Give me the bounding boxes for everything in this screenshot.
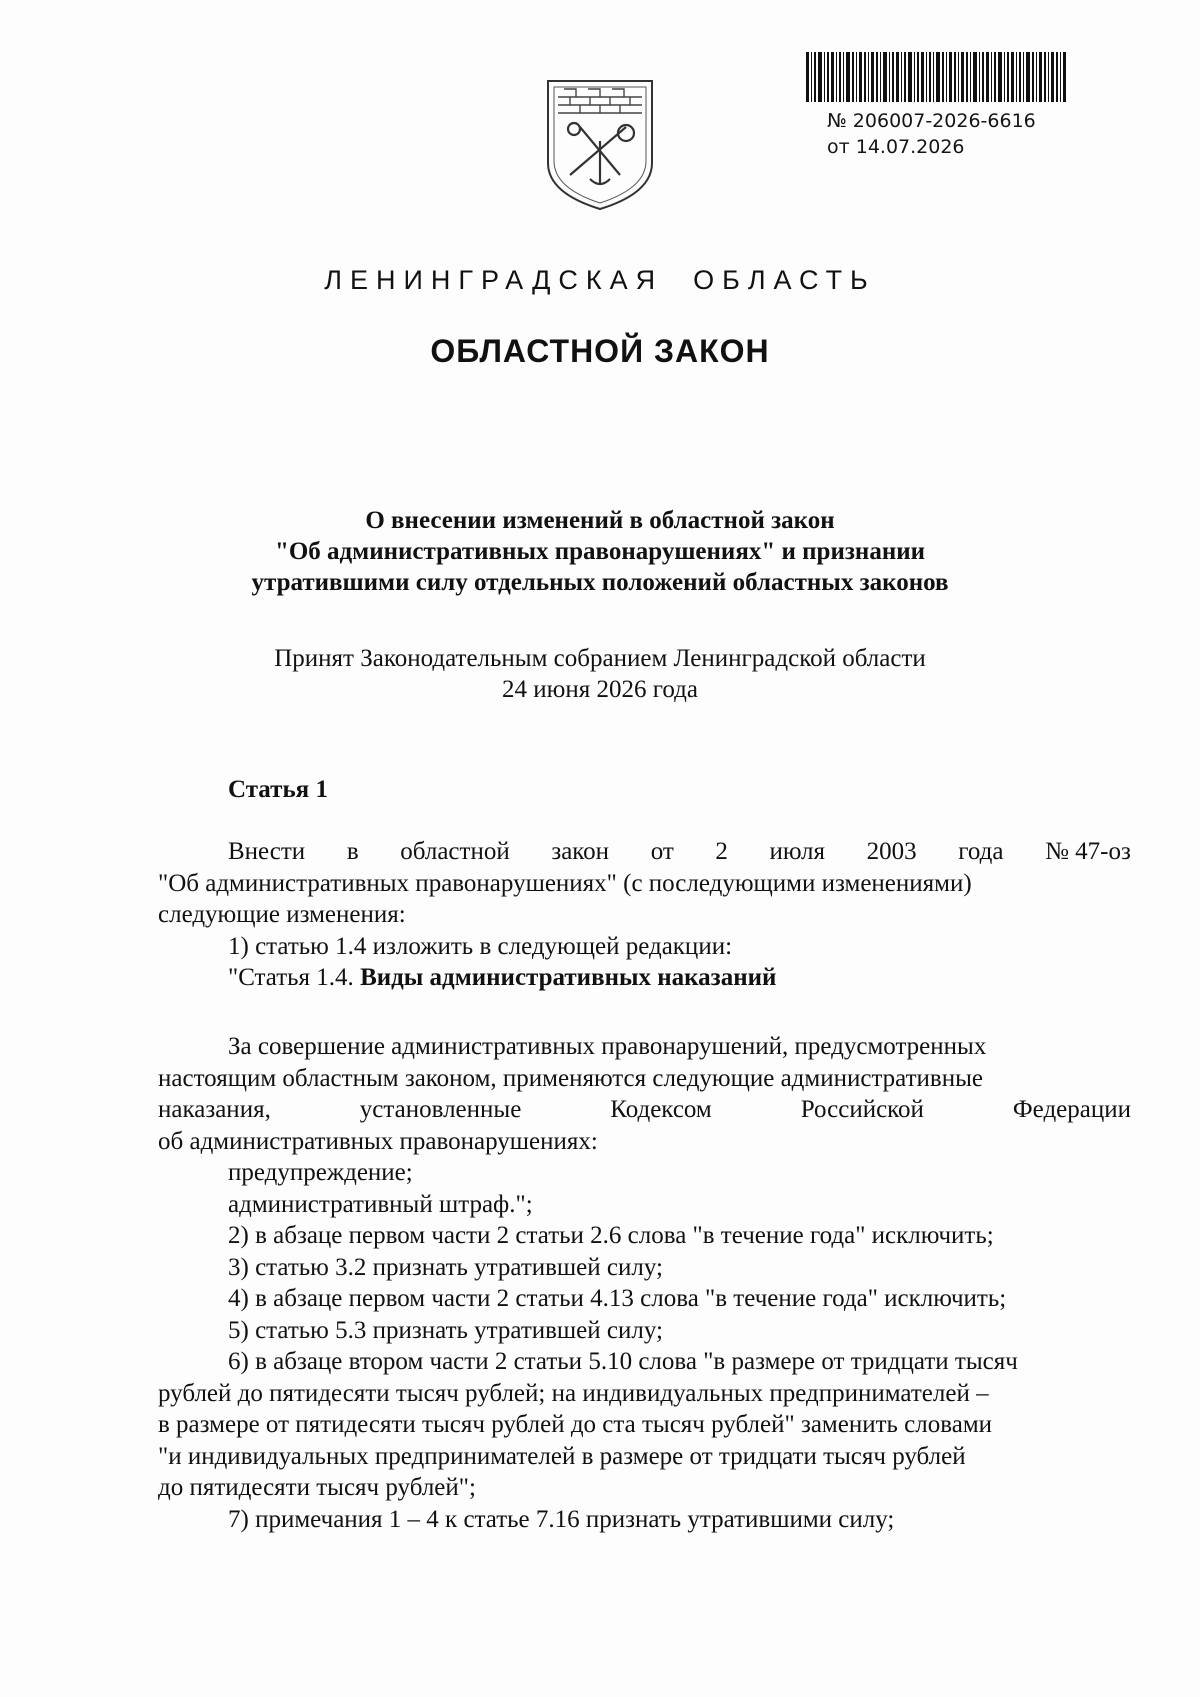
paragraph-line: об административных правонарушениях: xyxy=(158,1127,598,1155)
word: Федерации xyxy=(1012,1096,1131,1123)
amendment-item-3: 3) статью 3.2 признать утратившей силу; xyxy=(228,1253,663,1281)
quoted-article-title xyxy=(158,962,1131,994)
word: 2 xyxy=(715,838,728,865)
amendment-item-6: 6) в абзаце втором части 2 статьи 5.10 слова "в размере от тридцати тысяч xyxy=(228,1348,1018,1375)
article-body xyxy=(158,1031,1131,1535)
adoption-note xyxy=(0,643,1200,705)
amendment-item-6-cont: рублей до пятидесяти тысяч рублей; на индивидуальных предпринимателей – xyxy=(158,1379,989,1407)
word: Кодексом xyxy=(610,1096,712,1123)
word: областной xyxy=(400,838,510,865)
adoption-date: 24 июня 2026 года xyxy=(502,676,698,703)
word: Российской xyxy=(800,1096,924,1123)
amendment-item-6-cont: "и индивидуальных предпринимателей в размере от тридцати тысяч рублей xyxy=(158,1442,966,1470)
word: от xyxy=(650,838,674,865)
coat-of-arms-icon xyxy=(540,75,660,215)
title-line: "Об административных правонарушениях" и признании xyxy=(274,538,926,565)
word: № 47-оз xyxy=(1045,838,1131,865)
word: 2003 xyxy=(866,838,917,865)
title-line: утратившими силу отдельных положений областных законов xyxy=(251,569,949,596)
region-word-2: ОБЛАСТЬ xyxy=(693,265,876,295)
amendment-item-2: 2) в абзаце первом части 2 статьи 2.6 слова "в течение года" исключить; xyxy=(228,1222,994,1249)
amendment-item-5: 5) статью 5.3 признать утратившей силу; xyxy=(228,1316,663,1344)
word: закон xyxy=(551,838,610,865)
region-heading xyxy=(0,265,1200,296)
region-word-1: ЛЕНИНГРАДСКАЯ xyxy=(324,265,664,295)
word: Внести xyxy=(228,838,306,865)
intro-line-1 xyxy=(158,836,1131,868)
document-type: ОБЛАСТНОЙ ЗАКОН xyxy=(430,333,770,369)
amendment-item-6-cont: до пятидесяти тысяч рублей"; xyxy=(158,1474,476,1501)
intro-line-2: "Об административных правонарушениях" (с последующими изменениями) xyxy=(158,869,972,897)
amendment-item-6-cont: в размере от пятидесяти тысяч рублей до ста тысяч рублей" заменить словами xyxy=(158,1411,993,1438)
word: в xyxy=(346,838,359,865)
paragraph-line xyxy=(158,1094,1131,1126)
word: установленные xyxy=(359,1096,522,1123)
word: наказания, xyxy=(158,1096,271,1123)
article-heading: Статья 1 xyxy=(228,776,328,803)
adoption-line: Принят Законодательным собранием Ленинградской области xyxy=(274,645,926,672)
quote-prefix: "Статья 1.4. xyxy=(228,964,354,991)
intro-line-3: следующие изменения: xyxy=(158,901,406,928)
amendment-item-1: 1) статью 1.4 изложить в следующей редакции: xyxy=(228,932,733,960)
paragraph-line: настоящим областным законом, применяются следующие административные xyxy=(158,1064,984,1092)
law-title xyxy=(0,505,1200,598)
list-item: предупреждение; xyxy=(228,1159,413,1186)
title-line: О внесении изменений в областной закон xyxy=(365,507,835,534)
registration-date: от 14.07.2026 xyxy=(827,136,965,158)
paragraph-line: За совершение административных правонарушений, предусмотренных xyxy=(228,1033,987,1060)
word: июля xyxy=(769,838,825,865)
list-item: административный штраф."; xyxy=(228,1190,533,1218)
registration-block xyxy=(827,108,1036,160)
article-intro xyxy=(158,836,1131,994)
registration-number: № 206007-2026-6616 xyxy=(827,110,1036,132)
amendment-item-7: 7) примечания 1 – 4 к статье 7.16 признать утратившими силу; xyxy=(228,1505,895,1533)
word: года xyxy=(958,838,1004,865)
barcode-icon xyxy=(806,52,1068,102)
amendment-item-4: 4) в абзаце первом части 2 статьи 4.13 слова "в течение года" исключить; xyxy=(228,1285,1007,1312)
quote-title: Виды административных наказаний xyxy=(360,964,777,991)
